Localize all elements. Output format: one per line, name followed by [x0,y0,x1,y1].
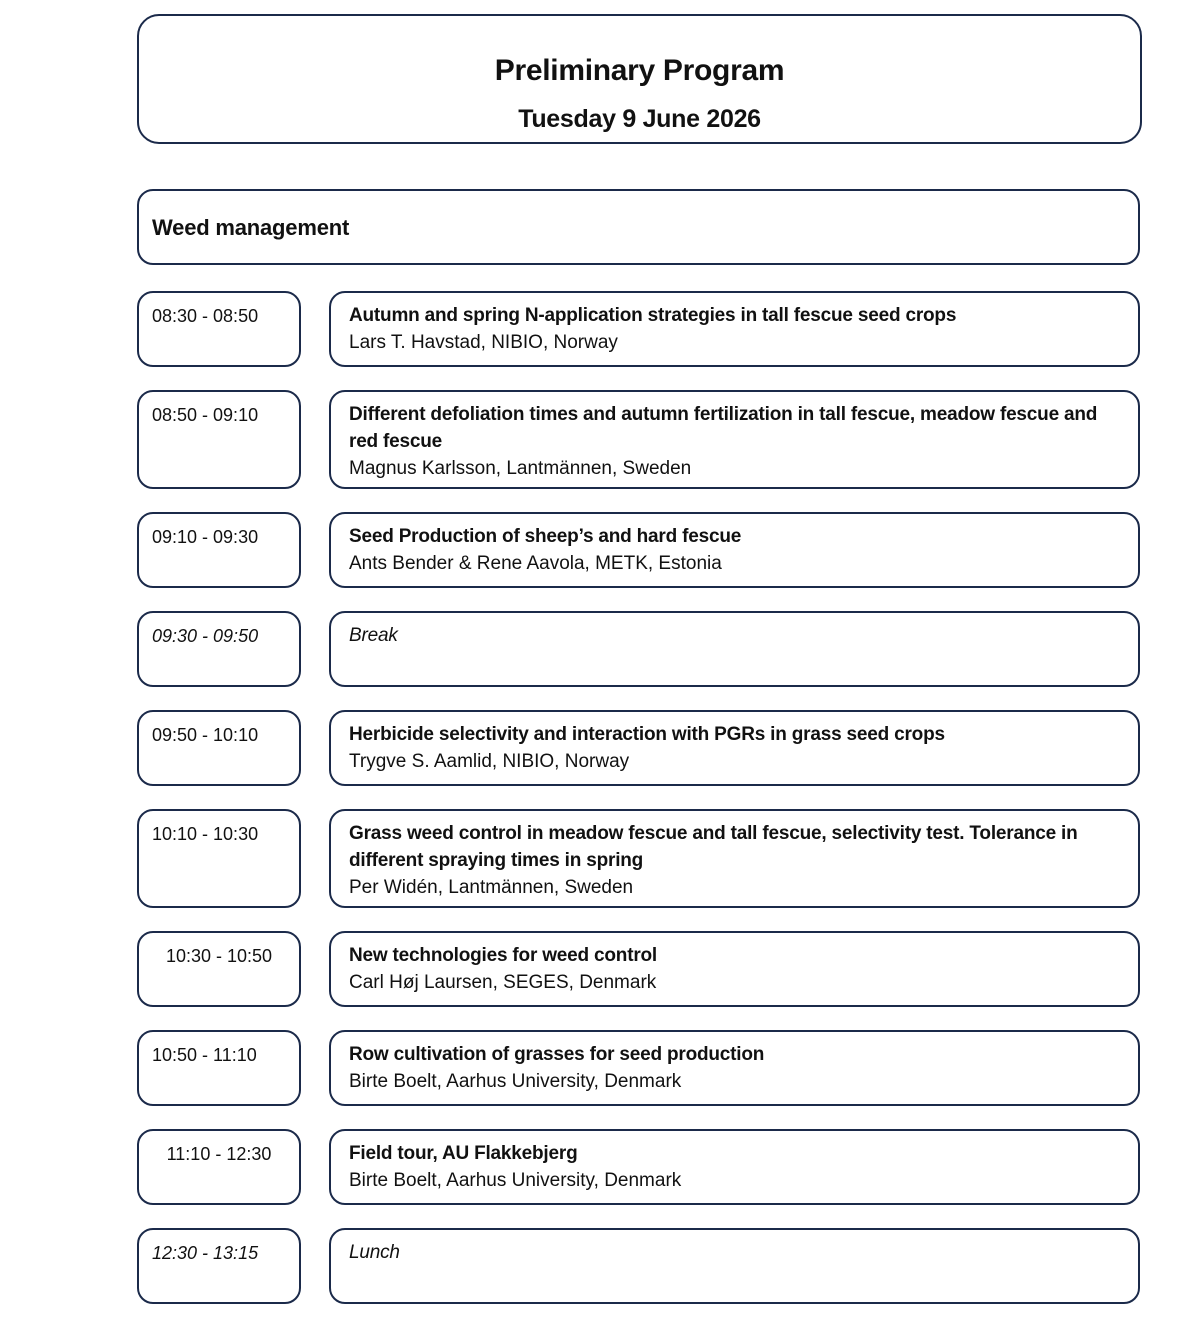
talk-speaker: Ants Bender & Rene Aavola, METK, Estonia [349,553,722,574]
time-label: 10:50 - 11:10 [152,1045,257,1065]
talk-speaker: Carl Høj Laursen, SEGES, Denmark [349,972,657,993]
talk-item [329,291,1140,367]
talk-item [329,710,1140,786]
talk-title: Autumn and spring N-application strategies in tall fescue seed crops [349,305,957,326]
time-label: 10:30 - 10:50 [165,946,273,966]
time-slot-break [137,611,301,687]
talk-item [329,390,1140,489]
time-slot [137,931,301,1007]
time-slot [137,1030,301,1106]
time-label: 08:30 - 08:50 [152,306,259,326]
time-slot [137,809,301,908]
lunch-item [329,1228,1140,1304]
talk-title: Seed Production of sheep’s and hard fescue [349,526,742,547]
break-label: Break [349,625,398,646]
time-label: 09:10 - 09:30 [152,527,259,547]
talk-title: Different defoliation times and autumn fertilization in tall fescue, meadow fescue and red fescue [349,404,1098,452]
talk-title: Herbicide selectivity and interaction with PGRs in grass seed crops [349,724,945,745]
time-slot [137,291,301,367]
talk-speaker: Birte Boelt, Aarhus University, Denmark [349,1071,682,1092]
break-item [329,611,1140,687]
time-slot [137,1129,301,1205]
program-date: Tuesday 9 June 2026 [518,105,761,133]
talk-speaker: Per Widén, Lantmännen, Sweden [349,877,634,898]
section-title: Weed management [152,215,350,240]
program-header [137,14,1142,144]
talk-item [329,809,1140,908]
lunch-label: Lunch [349,1242,400,1263]
talk-speaker: Trygve S. Aamlid, NIBIO, Norway [349,751,630,772]
talk-title: Row cultivation of grasses for seed production [349,1044,765,1065]
section-header [137,189,1140,265]
time-label: 12:30 - 13:15 [152,1243,259,1263]
time-slot-lunch [137,1228,301,1304]
time-slot [137,710,301,786]
time-slot [137,512,301,588]
talk-title: Field tour, AU Flakkebjerg [349,1143,578,1164]
talk-item [329,931,1140,1007]
time-label: 09:30 - 09:50 [152,626,259,646]
talk-item [329,512,1140,588]
time-label: 09:50 - 10:10 [152,725,259,745]
talk-speaker: Lars T. Havstad, NIBIO, Norway [349,332,618,353]
talk-item [329,1129,1140,1205]
time-slot [137,390,301,489]
time-label: 10:10 - 10:30 [152,824,259,844]
page-title: Preliminary Program [494,54,785,87]
time-label: 08:50 - 09:10 [152,405,259,425]
time-label: 11:10 - 12:30 [166,1144,272,1164]
talk-speaker: Birte Boelt, Aarhus University, Denmark [349,1170,682,1191]
talk-title: Grass weed control in meadow fescue and tall fescue, selectivity test. Tolerance in different spraying times in spring [349,823,1078,871]
talk-title: New technologies for weed control [349,945,657,966]
talk-item [329,1030,1140,1106]
talk-speaker: Magnus Karlsson, Lantmännen, Sweden [349,458,692,479]
